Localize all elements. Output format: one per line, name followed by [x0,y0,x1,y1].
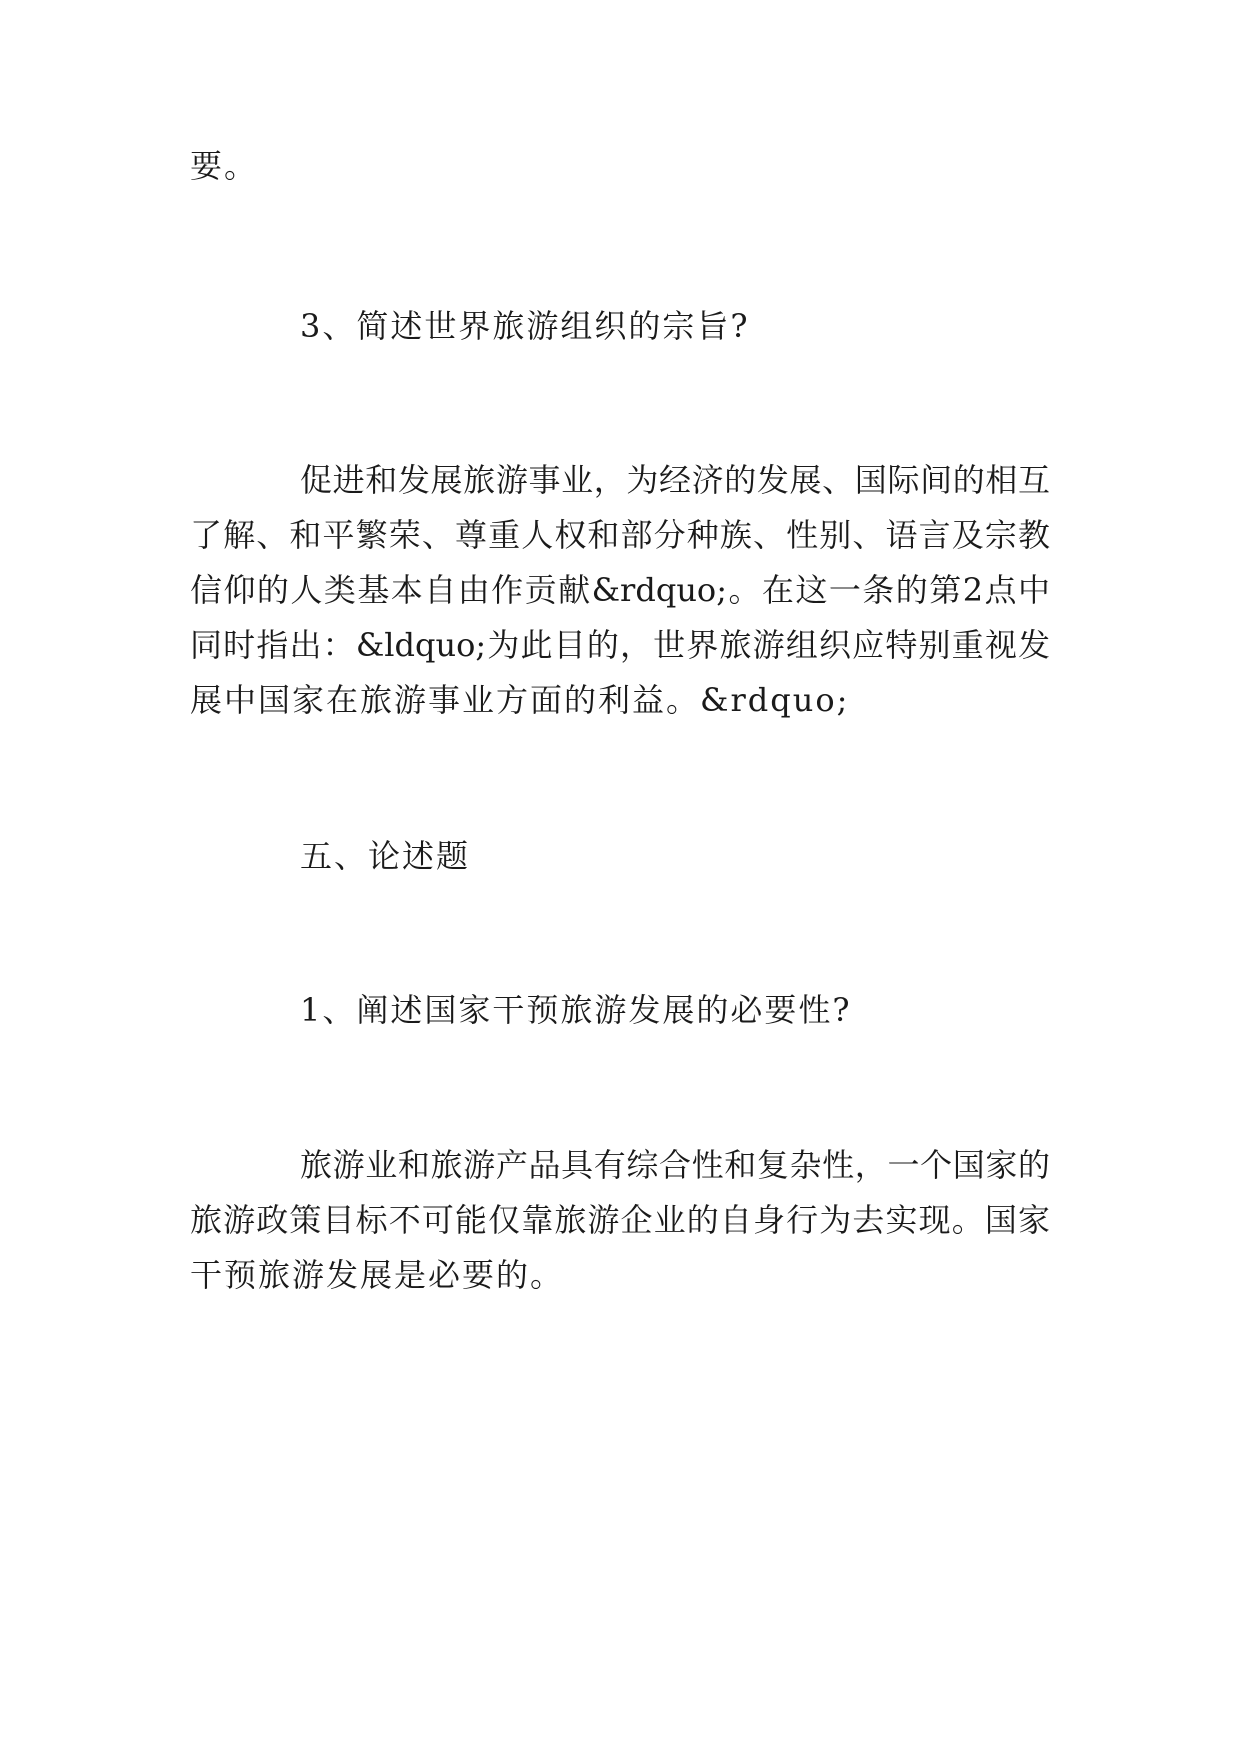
answer-paragraph-line: 了解、和平繁荣、尊重人权和部分种族、性别、语言及宗教 [190,516,1050,554]
answer-paragraph-line: 旅游业和旅游产品具有综合性和复杂性，一个国家的 [300,1146,1050,1184]
answer-paragraph-line: 展中国家在旅游事业方面的利益。&rdquo; [190,681,850,719]
answer-paragraph-line: 旅游政策目标不可能仅靠旅游企业的自身行为去实现。国家 [190,1201,1050,1239]
question-heading: 1、阐述国家干预旅游发展的必要性? [300,991,852,1029]
question-heading: 3、简述世界旅游组织的宗旨? [300,307,750,345]
paragraph-continuation: 要。 [190,147,259,185]
answer-paragraph-line: 信仰的人类基本自由作贡献&rdquo;。在这一条的第2点中 [190,571,1050,609]
section-heading: 五、论述题 [300,837,471,875]
answer-paragraph-line: 干预旅游发展是必要的。 [190,1256,565,1294]
answer-paragraph-line: 同时指出：&ldquo;为此目的，世界旅游组织应特别重视发 [190,626,1050,664]
answer-paragraph-line: 促进和发展旅游事业，为经济的发展、国际间的相互 [300,461,1050,499]
